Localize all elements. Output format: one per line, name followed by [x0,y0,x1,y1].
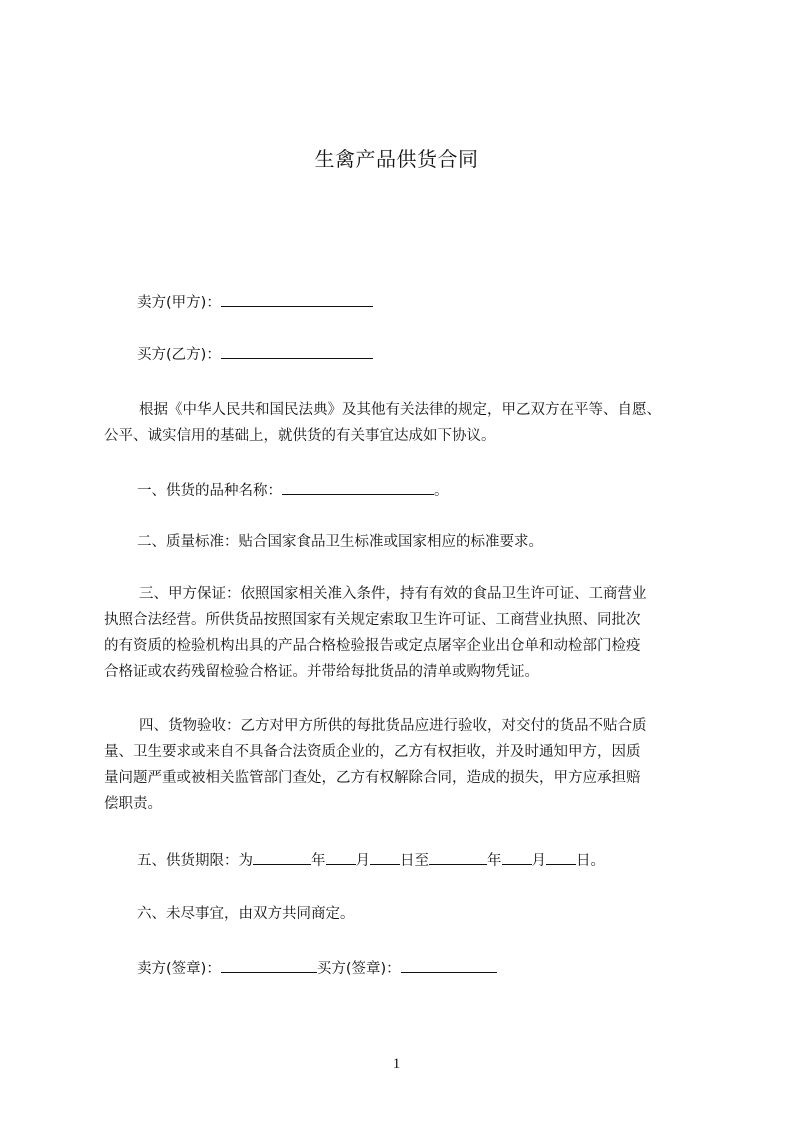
intro-line-1: 根据《中华人民共和国民法典》及其他有关法律的规定，甲乙双方在平等、自愿、 [139,402,661,418]
buyer-line [137,344,373,365]
seller-sign-label: 卖方(签章)： [137,961,221,977]
buyer-sign-blank [401,958,497,973]
start-day-label: 日至 [400,853,429,869]
end-year-blank [429,850,487,865]
document-title: 生禽产品供货合同 [314,147,479,171]
page-number: 1 [392,1056,401,1072]
clause-3-line-1: 三、甲方保证：依照国家相关准入条件，持有有效的食品卫生许可证、工商营业 [139,586,647,602]
clause-5-label: 五、供货期限：为 [137,853,253,869]
end-month-label: 月 [531,853,546,869]
variety-blank [282,480,434,495]
clause-6: 六、未尽事宜，由双方共同商定。 [137,906,355,922]
clause-3-line-4: 合格证或农药残留检验合格证。并带给每批货品的清单或购物凭证。 [104,664,539,680]
buyer-label: 买方(乙方)： [137,347,221,363]
end-month-blank [502,850,532,865]
buyer-blank [221,344,373,359]
clause-3-line-2: 执照合法经营。所供货品按照国家有关规定索取卫生许可证、工商营业执照、同批次 [104,612,641,628]
clause-1-label: 一、供货的品种名称： [137,483,282,499]
start-day-blank [370,850,400,865]
clause-3-line-3: 的有资质的检验机构出具的产品合格检验报告或定点屠宰企业出仓单和动检部门检疫 [104,638,641,654]
clause-4-line-1: 四、货物验收：乙方对甲方所供的每批货品应进行验收，对交付的货品不贴合质 [139,718,647,734]
end-day-blank [546,850,576,865]
start-month-blank [326,850,356,865]
clause-4-line-3: 量问题严重或被相关监管部门查处，乙方有权解除合同，造成的损失，甲方应承担赔 [104,770,641,786]
start-year-label: 年 [311,853,326,869]
end-year-label: 年 [487,853,502,869]
end-day-label: 日。 [576,853,605,869]
clause-4-line-4: 偿职责。 [104,796,162,812]
clause-1 [137,480,449,501]
start-year-blank [253,850,311,865]
start-month-label: 月 [355,853,370,869]
intro-line-2: 公平、诚实信用的基础上，就供货的有关事宜达成如下协议。 [104,428,496,444]
clause-5 [137,850,605,871]
seller-label: 卖方(甲方)： [137,295,221,311]
buyer-sign-label: 买方(签章)： [316,961,401,977]
seller-line [137,292,373,313]
clause-2: 二、质量标准：贴合国家食品卫生标准或国家相应的标准要求。 [137,534,543,550]
seller-sign-blank [221,958,317,973]
signature-line [137,958,497,979]
clause-1-end: 。 [434,483,449,499]
clause-4-line-2: 量、卫生要求或来自不具备合法资质企业的，乙方有权拒收，并及时通知甲方，因质 [104,744,641,760]
seller-blank [221,292,373,307]
